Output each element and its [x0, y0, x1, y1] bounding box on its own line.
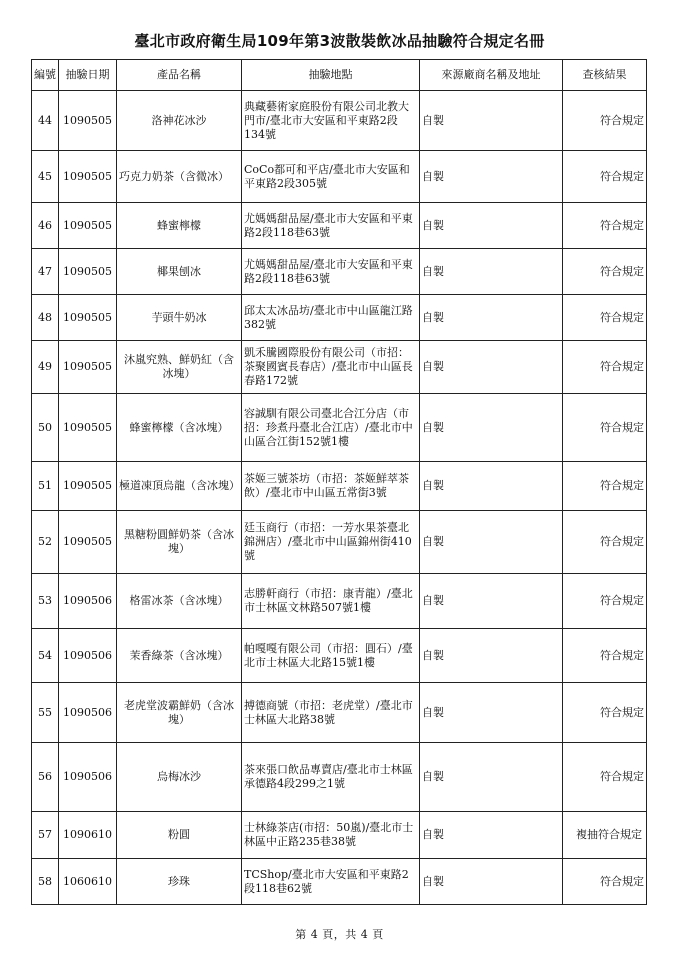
cell-result: 符合規定 [563, 629, 647, 683]
cell-number: 55 [32, 683, 59, 743]
table-row [32, 341, 647, 394]
cell-result: 符合規定 [563, 462, 647, 511]
cell-result: 符合規定 [563, 341, 647, 394]
cell-product: 老虎堂波霸鮮奶（含冰塊） [117, 683, 242, 743]
cell-source: 自製 [420, 574, 563, 629]
cell-source: 自製 [420, 629, 563, 683]
cell-number: 46 [32, 203, 59, 249]
cell-date: 1090505 [59, 394, 117, 462]
cell-result: 符合規定 [563, 859, 647, 905]
header-result: 查核結果 [563, 60, 647, 91]
cell-number: 44 [32, 91, 59, 151]
cell-number: 48 [32, 295, 59, 341]
cell-location: 廷玉商行（市招：一芳水果茶臺北錦洲店）/臺北市中山區錦州街410號 [242, 511, 420, 574]
table-row [32, 394, 647, 462]
table-row [32, 249, 647, 295]
cell-product: 椰果刨冰 [117, 249, 242, 295]
cell-number: 47 [32, 249, 59, 295]
table-row [32, 203, 647, 249]
cell-date: 1090505 [59, 295, 117, 341]
cell-date: 1090506 [59, 629, 117, 683]
cell-location: 士林綠茶店(市招：50嵐)/臺北市士林區中正路235巷38號 [242, 812, 420, 859]
cell-result: 符合規定 [563, 295, 647, 341]
cell-location: 志勝軒商行（市招：康青龍）/臺北市士林區文林路507號1樓 [242, 574, 420, 629]
table-row [32, 859, 647, 905]
cell-source: 自製 [420, 203, 563, 249]
cell-product: 極道凍頂烏龍（含冰塊） [117, 462, 242, 511]
header-date: 抽驗日期 [59, 60, 117, 91]
page-title: 臺北市政府衛生局109年第3波散裝飲冰品抽驗符合規定名冊 [134, 32, 545, 50]
cell-result: 符合規定 [563, 203, 647, 249]
cell-source: 自製 [420, 151, 563, 203]
cell-location: 茶姬三號茶坊（市招：茶姬鮮萃茶飲）/臺北市中山區五常街3號 [242, 462, 420, 511]
inspection-table [31, 59, 647, 905]
cell-result: 符合規定 [563, 91, 647, 151]
cell-source: 自製 [420, 683, 563, 743]
cell-source: 自製 [420, 859, 563, 905]
cell-date: 1090505 [59, 91, 117, 151]
cell-product: 沐嵐究熟、鮮奶紅（含冰塊） [117, 341, 242, 394]
cell-location: CoCo都可和平店/臺北市大安區和平東路2段305號 [242, 151, 420, 203]
cell-date: 1090505 [59, 341, 117, 394]
cell-location: 凱禾騰國際股份有限公司（市招：茶聚國賓長春店）/臺北市中山區長春路172號 [242, 341, 420, 394]
cell-source: 自製 [420, 394, 563, 462]
header-location: 抽驗地點 [242, 60, 420, 91]
cell-date: 1090506 [59, 574, 117, 629]
cell-result: 符合規定 [563, 394, 647, 462]
table-row [32, 683, 647, 743]
cell-source: 自製 [420, 249, 563, 295]
cell-product: 茉香綠茶（含冰塊） [117, 629, 242, 683]
cell-date: 1090506 [59, 743, 117, 812]
cell-date: 1090610 [59, 812, 117, 859]
cell-location: 茶來張口飲品專賣店/臺北市士林區承德路4段299之1號 [242, 743, 420, 812]
cell-source: 自製 [420, 812, 563, 859]
cell-location: 典藏藝術家庭股份有限公司北教大門市/臺北市大安區和平東路2段134號 [242, 91, 420, 151]
page-number: 第 4 頁，共 4 頁 [295, 928, 384, 941]
table-row [32, 462, 647, 511]
cell-result: 符合規定 [563, 249, 647, 295]
cell-number: 53 [32, 574, 59, 629]
cell-location: TCShop/臺北市大安區和平東路2段118巷62號 [242, 859, 420, 905]
cell-result: 複抽符合規定 [563, 812, 647, 859]
cell-product: 粉圓 [117, 812, 242, 859]
cell-result: 符合規定 [563, 574, 647, 629]
cell-date: 1090505 [59, 511, 117, 574]
cell-source: 自製 [420, 91, 563, 151]
cell-location: 容誠馴有限公司臺北合江分店（市招：珍煮丹臺北合江店）/臺北市中山區合江街152號1樓 [242, 394, 420, 462]
table-row [32, 295, 647, 341]
cell-result: 符合規定 [563, 683, 647, 743]
cell-result: 符合規定 [563, 743, 647, 812]
cell-date: 1090505 [59, 203, 117, 249]
cell-date: 1090505 [59, 151, 117, 203]
header-source: 來源廠商名稱及地址 [420, 60, 563, 91]
cell-location: 邱太太冰品坊/臺北市中山區龍江路382號 [242, 295, 420, 341]
table-row [32, 511, 647, 574]
cell-location: 尤媽媽甜品屋/臺北市大安區和平東路2段118巷63號 [242, 203, 420, 249]
cell-number: 56 [32, 743, 59, 812]
cell-product: 芋頭牛奶冰 [117, 295, 242, 341]
cell-product: 巧克力奶茶（含微冰） [117, 151, 242, 203]
cell-date: 1090505 [59, 462, 117, 511]
table-row [32, 574, 647, 629]
cell-number: 57 [32, 812, 59, 859]
table-header-row [32, 60, 647, 91]
cell-source: 自製 [420, 341, 563, 394]
table-row [32, 743, 647, 812]
cell-date: 1090505 [59, 249, 117, 295]
cell-location: 搏德商號（市招：老虎堂）/臺北市士林區大北路38號 [242, 683, 420, 743]
cell-product: 蜂蜜檸檬 [117, 203, 242, 249]
cell-number: 52 [32, 511, 59, 574]
cell-result: 符合規定 [563, 511, 647, 574]
cell-number: 54 [32, 629, 59, 683]
cell-product: 烏梅冰沙 [117, 743, 242, 812]
cell-product: 洛神花冰沙 [117, 91, 242, 151]
header-number: 編號 [32, 60, 59, 91]
cell-source: 自製 [420, 295, 563, 341]
header-product: 產品名稱 [117, 60, 242, 91]
cell-product: 格雷冰茶（含冰塊） [117, 574, 242, 629]
cell-product: 黑糖粉圓鮮奶茶（含冰塊） [117, 511, 242, 574]
cell-number: 51 [32, 462, 59, 511]
cell-number: 50 [32, 394, 59, 462]
cell-date: 1060610 [59, 859, 117, 905]
cell-source: 自製 [420, 743, 563, 812]
cell-location: 帕嘎嘎有限公司（市招：圓石）/臺北市士林區大北路15號1樓 [242, 629, 420, 683]
cell-number: 58 [32, 859, 59, 905]
cell-date: 1090506 [59, 683, 117, 743]
cell-source: 自製 [420, 462, 563, 511]
cell-number: 49 [32, 341, 59, 394]
cell-product: 蜂蜜檸檬（含冰塊） [117, 394, 242, 462]
cell-number: 45 [32, 151, 59, 203]
table-row [32, 629, 647, 683]
cell-source: 自製 [420, 511, 563, 574]
cell-result: 符合規定 [563, 151, 647, 203]
table-row [32, 812, 647, 859]
table-row [32, 91, 647, 151]
cell-product: 珍珠 [117, 859, 242, 905]
cell-location: 尤媽媽甜品屋/臺北市大安區和平東路2段118巷63號 [242, 249, 420, 295]
table-row [32, 151, 647, 203]
